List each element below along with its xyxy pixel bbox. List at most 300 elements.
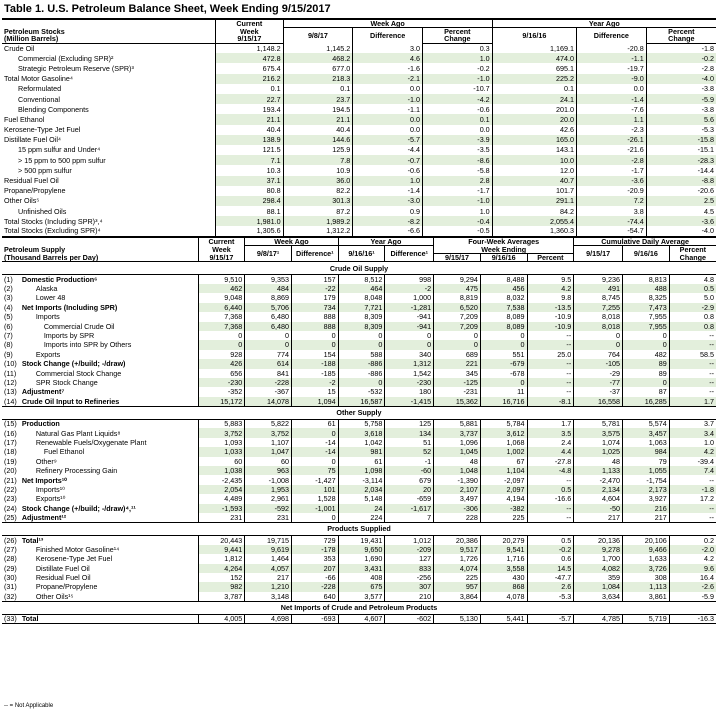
supply-cell: 5,881 — [434, 419, 481, 428]
stocks-cell: -20.9 — [577, 186, 647, 196]
stocks-cell: 291.1 — [492, 196, 576, 206]
supply-cell: 231 — [198, 513, 245, 522]
supply-cell: -125 — [434, 378, 481, 387]
stocks-row — [2, 135, 716, 145]
supply-cell: 127 — [385, 554, 434, 563]
supply-cell: 1,210 — [245, 582, 292, 591]
supply-cell: 4.2 — [669, 447, 716, 456]
stocks-cell: 1,312.2 — [283, 226, 353, 236]
supply-cell: 7,955 — [623, 322, 670, 331]
year-ago-date: 9/16/16 — [492, 28, 576, 43]
stocks-cell: 5.6 — [646, 114, 716, 124]
supply-row-label: Lower 48 — [35, 293, 66, 303]
supply-cell: -2.6 — [669, 582, 716, 591]
supply-row — [2, 475, 716, 484]
supply-cell: 4,005 — [198, 614, 245, 623]
supply-row-label: Residual Fuel Oil — [35, 573, 91, 583]
supply-cell: 833 — [385, 564, 434, 573]
supply-cell: 2,173 — [623, 485, 670, 494]
supply-cell: 221 — [434, 359, 481, 368]
supply-difference-header: Difference¹ — [291, 246, 338, 262]
stocks-row — [2, 176, 716, 186]
supply-row-label: Imports — [35, 312, 60, 322]
stocks-row-label: Unfinished Oils — [18, 206, 67, 216]
stocks-header-row2 — [2, 28, 716, 36]
stocks-row — [2, 125, 716, 135]
supply-row-number: (7) — [4, 331, 13, 341]
supply-cell: 8,089 — [480, 322, 527, 331]
four-week-header-2: Week Ending — [434, 246, 574, 254]
supply-cell: 1,113 — [623, 582, 670, 591]
supply-row-number: (12) — [4, 378, 17, 387]
supply-cell: 1,025 — [574, 447, 623, 456]
supply-row-label: Crude Oil Input to Refineries — [20, 397, 198, 406]
stocks-cell: 0.0 — [353, 84, 423, 94]
supply-row — [2, 419, 716, 428]
stocks-cell: 201.0 — [492, 104, 576, 114]
stocks-cell: -8.6 — [422, 155, 492, 165]
supply-row — [2, 350, 716, 359]
supply-cell: 4.2 — [527, 284, 574, 293]
stocks-row — [2, 84, 716, 94]
supply-label-line1: Petroleum Supply — [4, 244, 66, 254]
stocks-row — [2, 94, 716, 104]
supply-cell: 0.5 — [527, 485, 574, 494]
supply-row-number: (1) — [4, 274, 13, 284]
supply-cell: 8,018 — [574, 322, 623, 331]
supply-cell: 340 — [385, 350, 434, 359]
supply-cell: 1,528 — [291, 494, 338, 503]
stocks-cell: 42.6 — [492, 125, 576, 135]
supply-cell: 1,107 — [245, 438, 292, 447]
stocks-row — [2, 104, 716, 114]
stocks-cell: -5.3 — [646, 125, 716, 135]
stocks-cell: 675.4 — [216, 63, 283, 73]
petroleum-stocks-table — [2, 18, 716, 238]
supply-cell: 6,480 — [245, 312, 292, 321]
supply-row-label: Stock Change (+/build; -/draw)⁴,¹¹ — [21, 503, 136, 513]
supply-cell: -105 — [574, 359, 623, 368]
supply-cell: 1,726 — [434, 554, 481, 563]
stocks-row-label: Propane/Propylene — [4, 186, 66, 196]
supply-row — [2, 359, 716, 368]
supply-cell: 210 — [385, 592, 434, 601]
stocks-cell: -2.8 — [577, 155, 647, 165]
supply-cell: 24 — [338, 504, 385, 513]
supply-cell: 0 — [385, 331, 434, 340]
supply-current-week-header: Current — [198, 237, 245, 246]
supply-row-number: (17) — [4, 437, 17, 447]
supply-cell: -- — [527, 369, 574, 378]
supply-cell: 359 — [574, 573, 623, 582]
supply-cell: 491 — [574, 284, 623, 293]
supply-row-number: (4) — [4, 302, 13, 312]
supply-cell: 8,325 — [623, 293, 670, 302]
supply-cell: -- — [669, 475, 716, 484]
stocks-cell: -1.1 — [353, 104, 423, 114]
supply-cell: 157 — [291, 275, 338, 284]
supply-cell: 4,057 — [245, 564, 292, 573]
supply-cell: 9.5 — [527, 275, 574, 284]
supply-cell: 224 — [338, 513, 385, 522]
supply-cell: 20,136 — [574, 535, 623, 544]
footnote-not-applicable: -- = Not Applicable — [4, 703, 54, 709]
supply-row-label: Net Imports¹⁰ — [21, 475, 68, 485]
supply-cell: 4.2 — [669, 554, 716, 563]
supply-cell: 1,063 — [623, 438, 670, 447]
supply-cell: 3,612 — [480, 428, 527, 437]
supply-cell: 1,042 — [338, 438, 385, 447]
supply-row-label: Production — [21, 419, 60, 429]
fw-pct-header: Percent — [527, 253, 574, 261]
supply-cell: 7 — [385, 513, 434, 522]
supply-cell: 9,650 — [338, 545, 385, 554]
supply-cell: 9,517 — [434, 545, 481, 554]
supply-cell: 225 — [434, 573, 481, 582]
supply-cell: 3.5 — [527, 428, 574, 437]
supply-cell: 963 — [245, 466, 292, 475]
stocks-cell: 4.6 — [353, 53, 423, 63]
stocks-cell: -1.6 — [353, 63, 423, 73]
stocks-cell: 101.7 — [492, 186, 576, 196]
supply-cell: -60 — [385, 466, 434, 475]
supply-cell: 1,093 — [198, 438, 245, 447]
supply-cell: 4,074 — [434, 564, 481, 573]
supply-cell: 3,457 — [623, 428, 670, 437]
supply-cell: 0 — [198, 340, 245, 349]
supply-cell: 1,094 — [291, 397, 338, 406]
supply-row-number: (24) — [4, 503, 17, 513]
supply-cell: -10.9 — [527, 312, 574, 321]
supply-row-number: (8) — [4, 340, 13, 350]
supply-cell: 5,441 — [480, 614, 527, 623]
supply-cell: 14,078 — [245, 397, 292, 406]
stocks-cell: 23.7 — [283, 94, 353, 104]
supply-cell: 7,368 — [198, 312, 245, 321]
supply-cell: 4,604 — [574, 494, 623, 503]
supply-cell: 217 — [623, 513, 670, 522]
supply-row — [2, 387, 716, 396]
supply-cell: 0 — [291, 340, 338, 349]
supply-cell: 125 — [385, 419, 434, 428]
supply-row — [2, 378, 716, 387]
stocks-cell: -74.4 — [577, 216, 647, 226]
stocks-cell: -5.7 — [353, 135, 423, 145]
supply-cell: 3,148 — [245, 592, 292, 601]
supply-cell: 1.7 — [669, 397, 716, 406]
supply-cell: 60 — [198, 457, 245, 466]
supply-cell: 1,812 — [198, 554, 245, 563]
supply-cell: 9,278 — [574, 545, 623, 554]
supply-cell: 134 — [385, 428, 434, 437]
supply-cell: -178 — [291, 545, 338, 554]
stocks-row — [2, 114, 716, 124]
supply-cell: 101 — [291, 485, 338, 494]
stocks-cell: 1,989.2 — [283, 216, 353, 226]
supply-cell: -8.1 — [527, 397, 574, 406]
stocks-cell: -7.6 — [577, 104, 647, 114]
difference-header: Difference — [353, 28, 423, 43]
supply-cell: 2,134 — [574, 485, 623, 494]
supply-section-title: Products Supplied — [2, 522, 716, 535]
stocks-cell: -4.0 — [646, 226, 716, 236]
supply-cell: 9,048 — [198, 293, 245, 302]
supply-cell: -- — [669, 504, 716, 513]
stocks-cell: 138.9 — [216, 135, 283, 145]
stocks-cell: 468.2 — [283, 53, 353, 63]
cum-date-2: 9/16/16 — [623, 246, 670, 262]
supply-cell: 462 — [198, 284, 245, 293]
stocks-row — [2, 63, 716, 73]
stocks-cell: 0.0 — [353, 114, 423, 124]
stocks-cell: 193.4 — [216, 104, 283, 114]
stocks-cell: 0.1 — [216, 84, 283, 94]
supply-cell: 9,236 — [574, 275, 623, 284]
supply-cell: 3,737 — [434, 428, 481, 437]
supply-row — [2, 554, 716, 563]
stocks-cell: 10.0 — [492, 155, 576, 165]
supply-cell: 8,813 — [623, 275, 670, 284]
supply-cell: 7,209 — [434, 312, 481, 321]
supply-section-header — [2, 262, 716, 275]
supply-cell: 89 — [623, 369, 670, 378]
supply-section-header — [2, 601, 716, 614]
supply-cell: 3.4 — [669, 428, 716, 437]
stocks-cell: 165.0 — [492, 135, 576, 145]
supply-row-label: SPR Stock Change — [35, 378, 98, 387]
stocks-cell: -10.7 — [422, 84, 492, 94]
stocks-cell: 0.0 — [577, 84, 647, 94]
supply-cell: -532 — [338, 387, 385, 396]
supply-row-label: Finished Motor Gasoline¹⁴ — [35, 544, 120, 554]
cum-pct-header-2: Change — [669, 253, 716, 261]
supply-cell: 16,587 — [338, 397, 385, 406]
supply-cell: -382 — [480, 504, 527, 513]
current-date: 9/15/17 — [216, 35, 283, 43]
stocks-cell: -0.7 — [353, 155, 423, 165]
supply-cell: 0 — [434, 340, 481, 349]
supply-cell: -2,470 — [574, 475, 623, 484]
supply-cell: 3.7 — [669, 419, 716, 428]
stocks-cell: 84.2 — [492, 206, 576, 216]
supply-cell: 2,034 — [338, 485, 385, 494]
stocks-cell: 7.8 — [283, 155, 353, 165]
supply-cell: 353 — [291, 554, 338, 563]
supply-cell: 4.8 — [669, 275, 716, 284]
supply-cell: -13.5 — [527, 303, 574, 312]
supply-cell: 1,055 — [623, 466, 670, 475]
stocks-cell: -3.8 — [646, 84, 716, 94]
supply-cell: 216 — [623, 504, 670, 513]
supply-cell: 868 — [480, 582, 527, 591]
supply-row-number: (14) — [2, 397, 20, 406]
supply-row — [2, 438, 716, 447]
supply-cell: 1,464 — [245, 554, 292, 563]
stocks-row — [2, 186, 716, 196]
stocks-cell: 472.8 — [216, 53, 283, 63]
supply-cell: -230 — [385, 378, 434, 387]
supply-cell: 217 — [245, 573, 292, 582]
supply-cell: 9,466 — [623, 545, 670, 554]
stocks-cell: -5.8 — [422, 165, 492, 175]
stocks-header-row1 — [2, 19, 716, 28]
stocks-cell: 1,981.0 — [216, 216, 283, 226]
supply-cell: 20,386 — [434, 535, 481, 544]
supply-cell: 4.4 — [527, 447, 574, 456]
supply-cell: 482 — [623, 350, 670, 359]
stocks-cell: 20.0 — [492, 114, 576, 124]
supply-cell: -- — [527, 359, 574, 368]
supply-cell: -77 — [574, 378, 623, 387]
supply-cell: 4,264 — [198, 564, 245, 573]
supply-row-number: (6) — [4, 321, 13, 331]
supply-cell: -- — [669, 513, 716, 522]
supply-row-label: Fuel Ethanol — [43, 447, 85, 457]
stocks-cell: 40.4 — [283, 125, 353, 135]
stocks-cell: -20.8 — [577, 43, 647, 53]
supply-cell: -352 — [198, 387, 245, 396]
supply-cell: 0 — [245, 331, 292, 340]
supply-cell: 7,209 — [434, 322, 481, 331]
supply-cell: 8,018 — [574, 312, 623, 321]
supply-row — [2, 485, 716, 494]
supply-cell: 1,716 — [480, 554, 527, 563]
supply-cell: 0 — [623, 340, 670, 349]
stocks-cell: 1.0 — [422, 53, 492, 63]
supply-cell: 2,961 — [245, 494, 292, 503]
supply-row — [2, 331, 716, 340]
supply-cell: 6,480 — [245, 322, 292, 331]
supply-cell: -- — [527, 475, 574, 484]
supply-cell: 928 — [198, 350, 245, 359]
supply-row — [2, 322, 716, 331]
supply-row-label: Alaska — [35, 284, 58, 294]
supply-row-label: Imports by SPR — [43, 331, 95, 341]
supply-cell: 16,285 — [623, 397, 670, 406]
supply-cell: 8,488 — [480, 275, 527, 284]
supply-cell: -659 — [385, 494, 434, 503]
stocks-row-label: Conventional — [18, 94, 60, 104]
stocks-cell: -2.8 — [646, 63, 716, 73]
supply-row — [2, 466, 716, 475]
supply-cell: -- — [527, 378, 574, 387]
supply-cell: -679 — [480, 359, 527, 368]
stocks-row — [2, 165, 716, 175]
supply-cell: 8,309 — [338, 322, 385, 331]
stocks-row-label: Commercial (Excluding SPR)² — [18, 53, 114, 63]
stocks-row-label: Strategic Petroleum Reserve (SPR)³ — [18, 63, 134, 73]
supply-row-number: (30) — [4, 573, 17, 583]
supply-cell: -14 — [291, 447, 338, 456]
stocks-cell: 21.1 — [283, 114, 353, 124]
supply-cell: 0 — [480, 331, 527, 340]
supply-cell: -1,390 — [434, 475, 481, 484]
stocks-cell: 125.9 — [283, 145, 353, 155]
supply-cell: -1,415 — [385, 397, 434, 406]
supply-row — [2, 428, 716, 437]
supply-cell: 228 — [434, 513, 481, 522]
supply-cell: 0 — [291, 428, 338, 437]
stocks-cell: -1.0 — [353, 94, 423, 104]
supply-row-label: Imports into SPR by Others — [43, 340, 132, 350]
supply-cell: 87 — [623, 387, 670, 396]
supply-cell: 14.5 — [527, 564, 574, 573]
supply-cell: 614 — [245, 359, 292, 368]
supply-cell: 4,698 — [245, 614, 292, 623]
supply-cell: 48 — [434, 457, 481, 466]
supply-row-number: (13) — [4, 387, 17, 397]
supply-cell: 7,538 — [480, 303, 527, 312]
year-ago-header: Year Ago — [492, 19, 716, 28]
supply-cell: 20,106 — [623, 535, 670, 544]
supply-cell: -29 — [574, 369, 623, 378]
stocks-cell: 474.0 — [492, 53, 576, 63]
supply-row — [2, 504, 716, 513]
supply-cell: -66 — [291, 573, 338, 582]
stocks-cell: -2.3 — [577, 125, 647, 135]
stocks-cell: 10.9 — [283, 165, 353, 175]
supply-row — [2, 592, 716, 601]
supply-cell: 764 — [574, 350, 623, 359]
supply-cell: 1,012 — [385, 535, 434, 544]
stocks-row — [2, 155, 716, 165]
supply-row-label: Commercial Stock Change — [35, 368, 122, 378]
supply-cell: 675 — [338, 582, 385, 591]
supply-cell: 2.6 — [527, 582, 574, 591]
stocks-row — [2, 196, 716, 206]
supply-cell: 3,558 — [480, 564, 527, 573]
supply-cell: 20,279 — [480, 535, 527, 544]
supply-cell: 9,353 — [245, 275, 292, 284]
stocks-cell: -19.7 — [577, 63, 647, 73]
supply-row — [2, 275, 716, 284]
stocks-row-label: Total Stocks (Including SPR)³,⁴ — [4, 216, 103, 226]
supply-cell: 3,861 — [623, 592, 670, 601]
stocks-row-label: Residual Fuel Oil — [4, 176, 59, 186]
stocks-cell: -6.6 — [353, 226, 423, 236]
stocks-cell: -1.4 — [353, 186, 423, 196]
week-ago-header: Week Ago — [283, 19, 492, 28]
supply-cell: 456 — [480, 284, 527, 293]
fw-date-2: 9/16/16 — [480, 253, 527, 261]
supply-cell: -16.6 — [527, 494, 574, 503]
supply-cell: 0 — [291, 513, 338, 522]
supply-cell: 9,541 — [480, 545, 527, 554]
supply-cell: 51 — [385, 438, 434, 447]
supply-row-number: (31) — [4, 582, 17, 592]
supply-cell: 58.5 — [669, 350, 716, 359]
stocks-cell: 2.5 — [646, 196, 716, 206]
supply-cell: 484 — [245, 284, 292, 293]
supply-cell: 1,074 — [574, 438, 623, 447]
supply-cell: 8,048 — [338, 293, 385, 302]
stocks-cell: 1,305.6 — [216, 226, 283, 236]
supply-cell: 464 — [338, 284, 385, 293]
supply-cell: -16.3 — [669, 614, 716, 623]
supply-cell: -1 — [385, 457, 434, 466]
stocks-row — [2, 53, 716, 63]
supply-cell: -1,593 — [198, 504, 245, 513]
stocks-cell: 2,055.4 — [492, 216, 576, 226]
supply-cell: -2,097 — [480, 475, 527, 484]
supply-cell: -941 — [385, 312, 434, 321]
supply-year-difference-header: Difference¹ — [385, 246, 434, 262]
supply-cell: 774 — [245, 350, 292, 359]
supply-row-label: Propane/Propylene — [35, 582, 98, 592]
table-title: Table 1. U.S. Petroleum Balance Sheet, Week Ending 9/15/2017 — [4, 3, 331, 15]
supply-cell: 841 — [245, 369, 292, 378]
supply-cell: -2.9 — [669, 303, 716, 312]
